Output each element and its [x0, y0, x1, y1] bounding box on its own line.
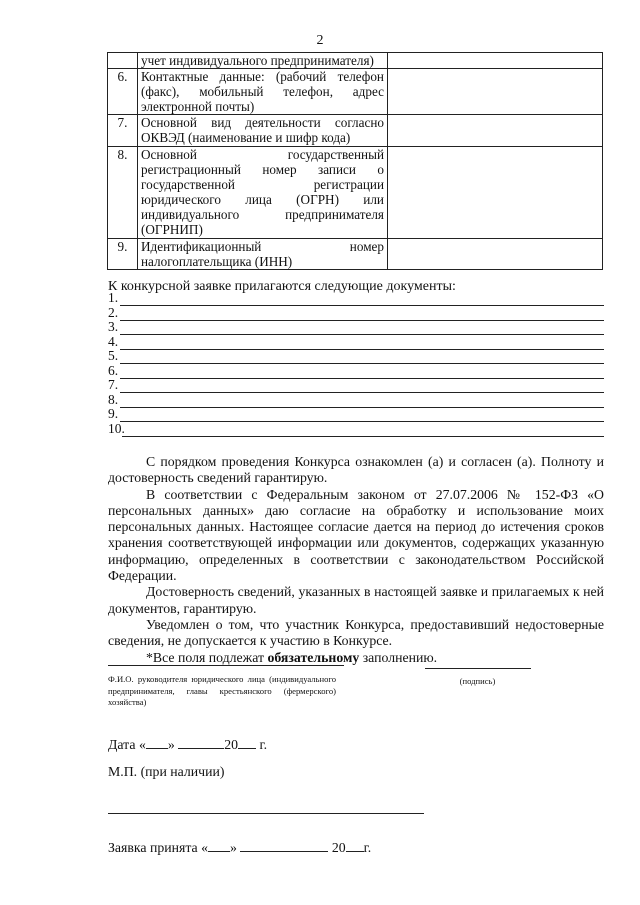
accepted-year-prefix: 20	[331, 840, 346, 855]
date-day-blank[interactable]	[146, 736, 168, 749]
attachment-line[interactable]	[108, 306, 604, 321]
date-label: Дата «	[108, 737, 146, 752]
declaration-personal-data: В соответствии с Федеральным законом от 27.07.2006 № 152-ФЗ «О персональных данных» даю согласие на обработку и использование моих персональных данных. Настоящее согласие дается на период до истечения сроков хранения соответствующей информации или документов, содержащих указанную информацию, определенных в соответствии с законодательством Российской Федерации.	[108, 486, 604, 584]
attachment-number: 3.	[108, 319, 119, 334]
acceptor-line[interactable]	[108, 813, 424, 814]
attachment-line[interactable]	[108, 393, 604, 408]
date-year-suffix: г.	[259, 737, 268, 752]
table-row	[108, 147, 603, 239]
accepted-month-blank[interactable]	[240, 839, 328, 852]
attachment-line[interactable]	[108, 349, 604, 364]
note-emphasis: обязательному	[267, 649, 360, 665]
accepted-year-blank[interactable]	[346, 839, 364, 852]
fio-line[interactable]	[108, 665, 344, 666]
attachment-line[interactable]	[108, 335, 604, 350]
row-value-cell[interactable]	[388, 147, 603, 239]
row-description: Основной вид деятельности согласно ОКВЭД (наименование и шифр кода)	[138, 115, 388, 147]
signature-caption: (подпись)	[459, 676, 496, 686]
attachment-line[interactable]	[108, 378, 604, 393]
attachment-number: 1.	[108, 290, 119, 305]
attachment-blank[interactable]	[120, 381, 604, 393]
attachment-line[interactable]	[108, 320, 604, 335]
fio-caption: Ф.И.О. руководителя юридического лица (индивидуального предпринимателя, главы крестьянского (фермерского) хозяйства)	[108, 674, 336, 707]
attachment-blank[interactable]	[120, 294, 604, 306]
attachment-number: 4.	[108, 334, 119, 349]
attachment-blank[interactable]	[120, 323, 604, 335]
acceptance-field	[108, 839, 371, 856]
row-number	[108, 53, 138, 69]
row-description: учет индивидуального предпринимателя)	[138, 53, 388, 69]
row-description: Идентификационный номер налогоплательщика (ИНН)	[138, 239, 388, 270]
attachment-number: 10.	[108, 421, 125, 436]
accepted-day-blank[interactable]	[208, 839, 230, 852]
attachment-blank[interactable]	[120, 352, 604, 364]
row-number: 9.	[108, 239, 138, 270]
table-row	[108, 239, 603, 270]
row-number: 7.	[108, 115, 138, 147]
date-close-quote: »	[167, 737, 175, 752]
date-year-blank[interactable]	[238, 736, 256, 749]
accepted-year-suffix: г.	[363, 840, 372, 855]
attachment-line[interactable]	[108, 364, 604, 379]
attachment-blank[interactable]	[122, 425, 604, 437]
row-description: Основной государственный регистрационный номер записи о государственной регистрации юридического лица (ОГРН) или индивидуального предпринимателя (ОГРНИП)	[138, 147, 388, 239]
page-number: 2	[316, 33, 324, 48]
required-fields-note	[108, 650, 604, 666]
row-number: 6.	[108, 69, 138, 115]
attachment-number: 6.	[108, 363, 119, 378]
declaration-notice: Уведомлен о том, что участник Конкурса, предоставивший недостоверные сведения, не допускается к участию в Конкурсе.	[108, 616, 604, 649]
attachment-number: 8.	[108, 392, 119, 407]
attachment-number: 9.	[108, 406, 119, 421]
attachment-line[interactable]	[108, 407, 604, 422]
row-value-cell[interactable]	[388, 53, 603, 69]
note-suffix: заполнению.	[359, 649, 438, 665]
note-prefix: *Все поля подлежат	[146, 649, 268, 665]
accepted-close-quote: »	[230, 840, 237, 855]
row-number: 8.	[108, 147, 138, 239]
date-year-prefix: 20	[224, 737, 239, 752]
accepted-label: Заявка принята «	[108, 840, 209, 855]
applicant-info-table	[107, 52, 603, 270]
table-row	[108, 53, 603, 69]
row-value-cell[interactable]	[388, 115, 603, 147]
declaration-accuracy: Достоверность сведений, указанных в настоящей заявке и прилагаемых к ней документов, гарантирую.	[108, 584, 604, 616]
row-value-cell[interactable]	[388, 239, 603, 270]
attachment-number: 7.	[108, 377, 119, 392]
attachment-blank[interactable]	[120, 410, 604, 422]
row-value-cell[interactable]	[388, 69, 603, 115]
table-row	[108, 115, 603, 147]
attachments-title: К конкурсной заявке прилагаются следующие документы:	[108, 279, 456, 294]
stamp-label: М.П. (при наличии)	[108, 764, 225, 779]
declarations-block	[108, 454, 604, 666]
date-month-blank[interactable]	[178, 736, 224, 749]
attachment-number: 5.	[108, 348, 119, 363]
attachment-line[interactable]	[108, 291, 604, 306]
attachment-number: 2.	[108, 305, 119, 320]
row-description: Контактные данные: (рабочий телефон (факс), мобильный телефон, адрес электронной почты)	[138, 69, 388, 115]
declaration-completeness: С порядком проведения Конкурса ознакомлен (а) и согласен (а). Полноту и достоверность сведений гарантирую.	[108, 454, 604, 486]
signature-line[interactable]	[425, 668, 531, 669]
date-field	[108, 736, 267, 753]
attachment-line[interactable]	[108, 422, 604, 437]
table-row	[108, 69, 603, 115]
